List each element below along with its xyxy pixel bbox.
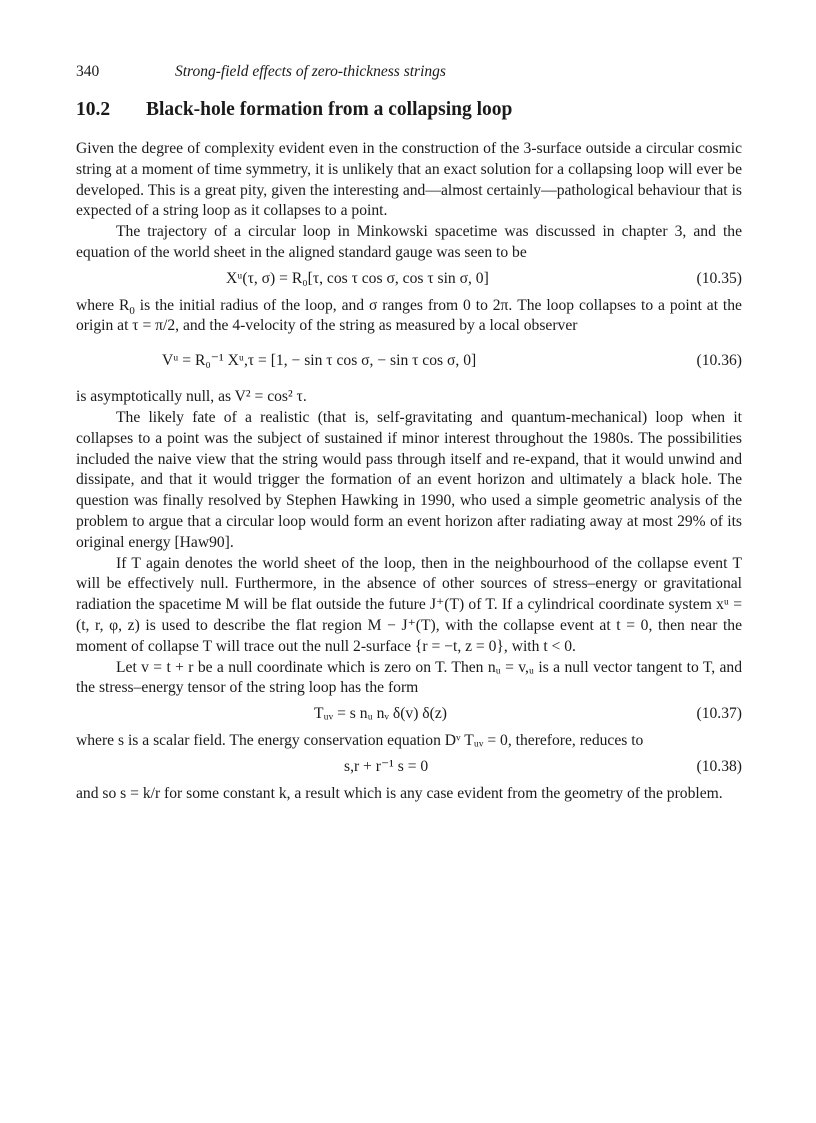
equation-10-35 bbox=[76, 269, 742, 290]
paragraph: The likely fate of a realistic (that is, self-gravitating and quantum-mechanical) loop when it collapses to a point was the subject of sustained if minor interest throughout the 1980s. The possibilities included the naive view that the string would pass through itself and re-expand, that it would unwind and dissipate, and that it would trigger the formation of an event horizon and ultimately a black hole. The question was finally resolved by Stephen Hawking in 1990, who used a simple geometric analysis of the problem to argue that a circular loop would form an event horizon after radiating away at most 29% of its original energy [Haw90]. bbox=[76, 408, 742, 551]
section-title: Black-hole formation from a collapsing loop bbox=[146, 99, 513, 120]
paragraph: where s is a scalar field. The energy conservation equation Dᵛ Tᵤᵥ = 0, therefore, reduces to bbox=[76, 731, 644, 749]
equation-body: Tᵤᵥ = s nᵤ nᵥ δ(v) δ(z) bbox=[314, 705, 447, 723]
paragraph: Let v = t + r be a null coordinate which is zero on T. Then nᵤ = v,ᵤ is a null vector tangent to T, and the stress–energy tensor of the string loop has the form bbox=[76, 658, 742, 697]
paragraph: Given the degree of complexity evident even in the construction of the 3-surface outside a circular cosmic string at a moment of time symmetry, it is unlikely that an exact solution for a collapsing loop will ever be developed. This is a great pity, given the interesting and—almost certainly—pathological behaviour that is expected of a string loop as it collapses to a point. bbox=[76, 140, 742, 220]
section-number: 10.2 bbox=[76, 99, 111, 120]
paragraph: is asymptotically null, as V² = cos² τ. bbox=[76, 388, 307, 406]
running-header bbox=[76, 60, 742, 82]
equation-body: Xᵘ(τ, σ) = R₀[τ, cos τ cos σ, cos τ sin σ, 0] bbox=[226, 269, 489, 287]
paragraph: where $R_0$ is the initial radius of the loop, and σ ranges from 0 to 2π. The loop collapses to a point at the origin at τ = π/2, and the 4-velocity of the string as measured by a local observer bbox=[76, 296, 742, 335]
paragraph: and so s = k/r for some constant k, a result which is any case evident from the geometry of the problem. bbox=[76, 784, 723, 802]
equation-body: s,r + r⁻¹ s = 0 bbox=[344, 757, 429, 775]
equation-number: (10.38) bbox=[696, 757, 742, 775]
paragraph: The trajectory of a circular loop in Minkowski spacetime was discussed in chapter 3, and the equation of the world sheet in the aligned standard gauge was seen to be bbox=[76, 223, 742, 261]
paragraph: If T again denotes the world sheet of the loop, then in the neighbourhood of the collapse event T will be effectively null. Furthermore, in the absence of other sources of stress–energy or gravitational radiation the spacetime M will be flat outside the future J⁺(T) of T. If a cylindrical coordinate system xᵘ = (t, r, φ, z) is used to describe the flat region M − J⁺(T), with the collapse event at t = 0, then near the moment of collapse T will trace out the null 2-surface {r = −t, z = 0}, with t < 0. bbox=[76, 554, 742, 655]
section-heading bbox=[76, 98, 742, 130]
equation-10-36 bbox=[76, 351, 742, 375]
equation-body: Vᵘ = R₀⁻¹ Xᵘ,τ = [1, − sin τ cos σ, − sin τ cos σ, 0] bbox=[162, 352, 477, 370]
equation-number: (10.37) bbox=[696, 705, 742, 723]
running-title: Strong-field effects of zero-thickness strings bbox=[175, 63, 446, 80]
equation-number: (10.35) bbox=[696, 269, 742, 287]
equation-number: (10.36) bbox=[696, 352, 742, 370]
equation-10-37 bbox=[76, 704, 742, 725]
page bbox=[76, 60, 742, 804]
page-number: 340 bbox=[76, 63, 100, 80]
equation-10-38 bbox=[76, 757, 742, 778]
